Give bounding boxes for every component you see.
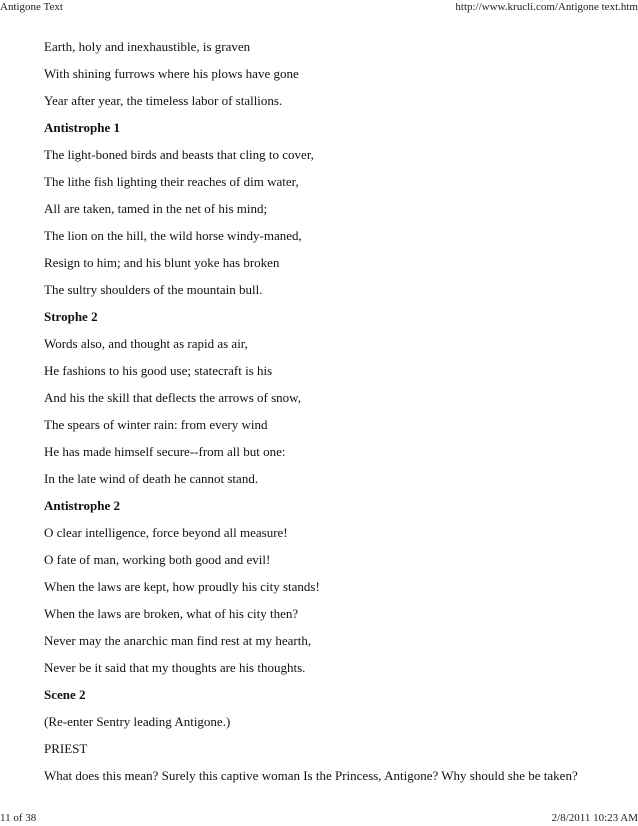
verse-line: Words also, and thought as rapid as air, <box>44 336 248 351</box>
verse-line: The lion on the hill, the wild horse windy-maned, <box>44 228 302 243</box>
page-footer-page-number: 11 of 38 <box>0 812 37 824</box>
verse-line: The spears of winter rain: from every wind <box>44 417 268 432</box>
section-heading: Antistrophe 2 <box>44 498 120 513</box>
verse-line: The light-boned birds and beasts that cling to cover, <box>44 147 314 162</box>
verse-line: And his the skill that deflects the arrows of snow, <box>44 390 301 405</box>
verse-line: He has made himself secure--from all but one: <box>44 444 286 459</box>
verse-line: What does this mean? Surely this captive woman Is the Princess, Antigone? Why should she be taken? <box>44 768 578 783</box>
verse-line: Never be it said that my thoughts are his thoughts. <box>44 660 306 675</box>
verse-line: He fashions to his good use; statecraft is his <box>44 363 273 378</box>
verse-line: In the late wind of death he cannot stand. <box>44 471 259 486</box>
page-footer-datetime: 2/8/2011 10:23 AM <box>551 812 638 824</box>
verse-line: Earth, holy and inexhaustible, is graven <box>44 39 251 54</box>
verse-line: O fate of man, working both good and evil! <box>44 552 271 567</box>
verse-line: With shining furrows where his plows have gone <box>44 66 299 81</box>
verse-line: The lithe fish lighting their reaches of dim water, <box>44 174 299 189</box>
verse-line: The sultry shoulders of the mountain bull. <box>44 282 263 297</box>
verse-line: O clear intelligence, force beyond all measure! <box>44 525 288 540</box>
page-header-title: Antigone Text <box>0 1 63 13</box>
verse-line: When the laws are broken, what of his city then? <box>44 606 299 621</box>
verse-line: Year after year, the timeless labor of stallions. <box>44 93 283 108</box>
verse-line: PRIEST <box>44 741 88 756</box>
document-body <box>44 38 634 794</box>
verse-line: (Re-enter Sentry leading Antigone.) <box>44 714 231 729</box>
section-heading: Antistrophe 1 <box>44 120 120 135</box>
verse-line: All are taken, tamed in the net of his mind; <box>44 201 268 216</box>
section-heading: Strophe 2 <box>44 309 98 324</box>
section-heading: Scene 2 <box>44 687 86 702</box>
page-header-url: http://www.krucli.com/Antigone text.htm <box>455 1 638 13</box>
verse-line: When the laws are kept, how proudly his city stands! <box>44 579 320 594</box>
verse-line: Never may the anarchic man find rest at my hearth, <box>44 633 312 648</box>
verse-line: Resign to him; and his blunt yoke has broken <box>44 255 280 270</box>
